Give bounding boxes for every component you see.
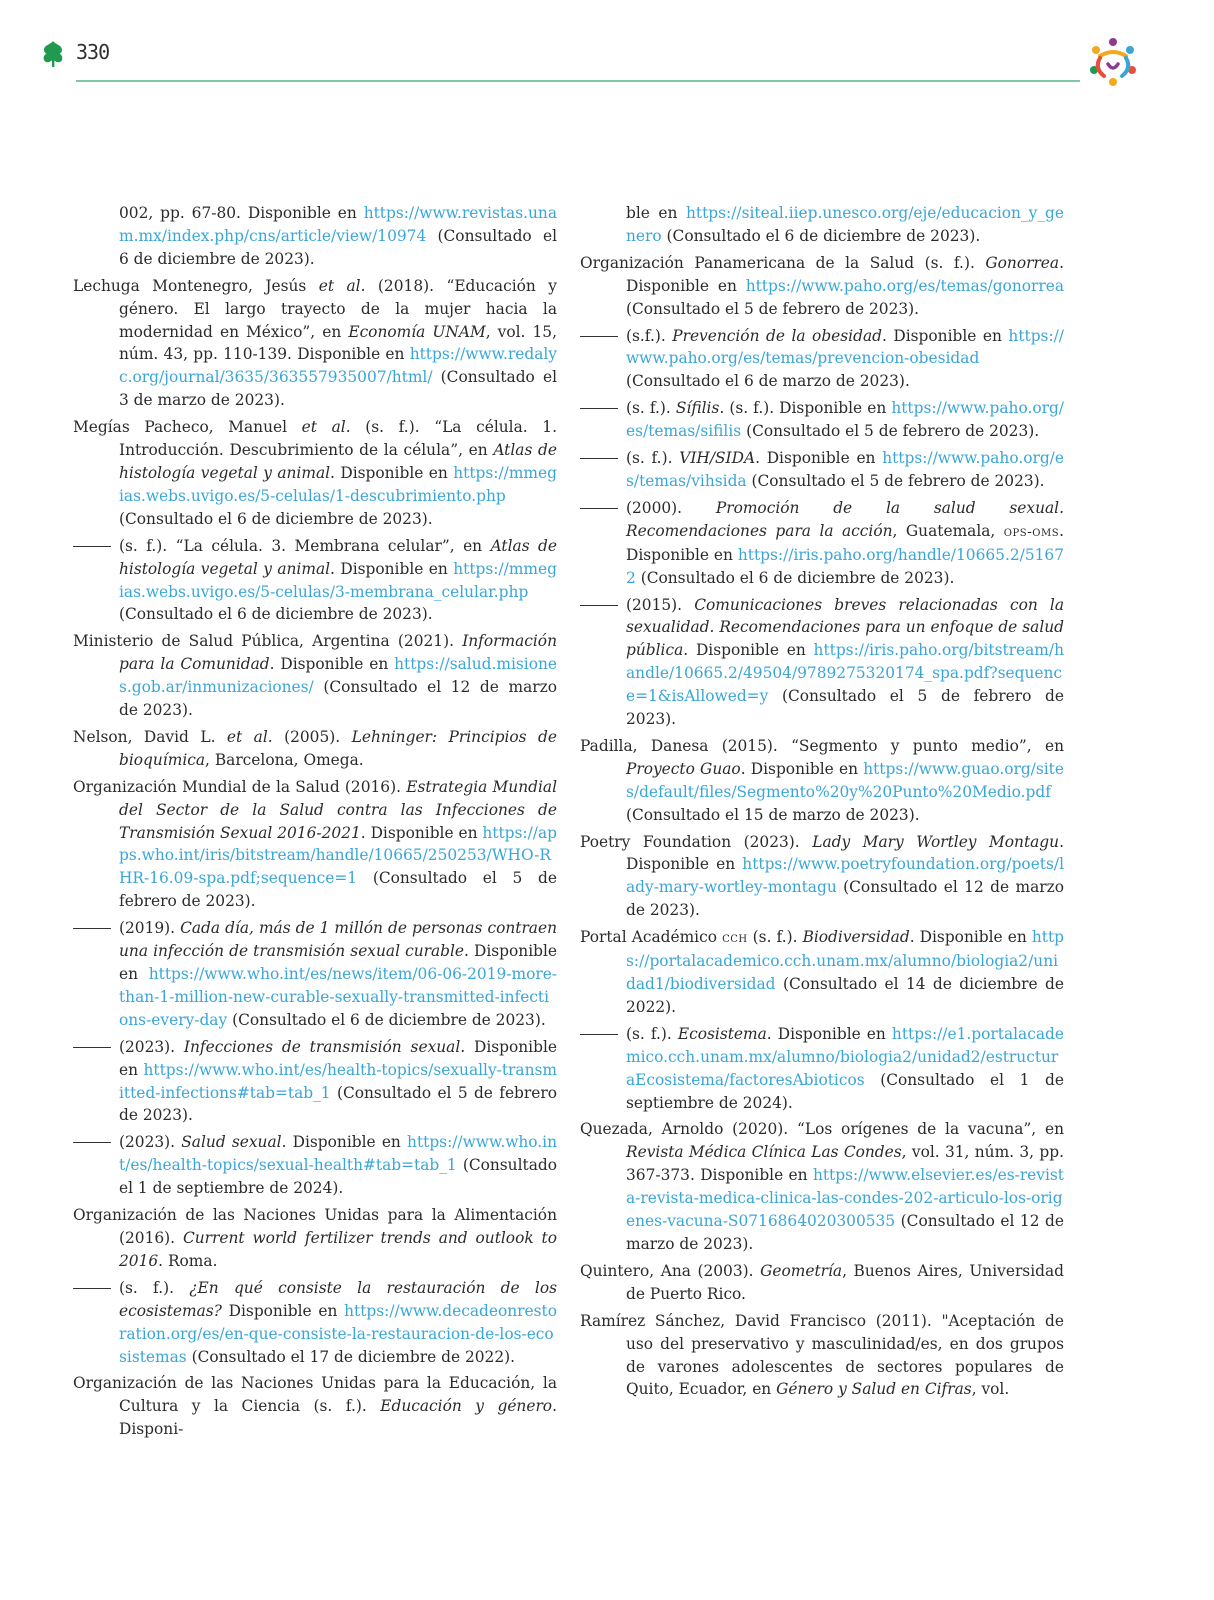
reference-entry <box>580 1310 1064 1402</box>
reference-text: . Disponible en <box>626 832 1064 874</box>
reference-text: (Consultado el 5 de febrero de 2023). <box>119 869 557 911</box>
reference-text: , Buenos Aires, Universidad de Puerto Rico. <box>626 1261 1065 1303</box>
reference-title: Atlas de histología vegetal y animal <box>119 441 557 482</box>
reference-title: Atlas de histología vegetal y animal <box>119 536 557 578</box>
repeated-author-dash <box>580 605 618 606</box>
reference-text: . Disponible en <box>330 463 454 482</box>
reference-entry <box>73 630 557 722</box>
reference-text: ble en <box>626 204 686 222</box>
reference-text: . Disponi- <box>119 1397 557 1439</box>
reference-text: (s. f.). <box>626 1024 678 1043</box>
reference-text: (Consultado el 6 de diciembre de 2023). <box>119 509 433 528</box>
header-rule <box>76 80 1080 82</box>
reference-link[interactable]: https://salud.misiones.gob.ar/inmunizaciones/ <box>119 655 557 697</box>
reference-text: Megías Pacheco, Manuel <box>73 418 302 437</box>
reference-text: Organización Mundial de la Salud (2016). <box>73 777 407 796</box>
reference-text: (2023). <box>119 1037 184 1056</box>
reference-title: Geometría <box>760 1261 843 1280</box>
reference-text: Organización Panamericana de la Salud (s. f.). <box>580 253 986 272</box>
reference-title: et al. <box>226 727 273 746</box>
reference-entry <box>580 1023 1064 1115</box>
reference-text: (Consultado el 6 de diciembre de 2023). <box>661 226 981 245</box>
reference-title: Biodiversidad <box>802 928 910 947</box>
reference-text: Quintero, Ana (2003). <box>580 1261 761 1280</box>
bibliography-column-right <box>580 202 1064 1405</box>
reference-title: Promoción de la salud sexual. Recomendaciones para la acción <box>626 498 1064 540</box>
reference-text: . Disponible en <box>766 1024 892 1043</box>
reference-text: (s. f.). “La célula. 3. Membrana celular”, en <box>119 536 491 555</box>
repeated-author-dash <box>73 1047 111 1048</box>
reference-text: 002, pp. 67-80. Disponible en <box>119 204 364 222</box>
reference-text: (2019). <box>119 919 181 938</box>
reference-text: (Consultado el 5 de febrero de 2023). <box>626 299 920 318</box>
reference-entry <box>73 1372 557 1441</box>
reference-text: . Disponible en <box>360 823 483 842</box>
reference-title: Ecosistema <box>677 1024 767 1043</box>
reference-title: VIH/SIDA <box>679 449 756 468</box>
reference-entry <box>580 594 1064 731</box>
reference-text: , Guatemala, <box>892 521 1004 540</box>
reference-entry <box>73 1036 557 1128</box>
reference-text: (Consultado el 14 de diciembre de 2022). <box>626 975 1064 1016</box>
reference-entry <box>580 831 1064 923</box>
reference-text: . Disponible en <box>626 521 1064 564</box>
reference-text: Portal Académico <box>580 928 723 947</box>
reference-text: . (s. f.). Disponible en <box>719 399 892 418</box>
repeated-author-dash <box>73 928 111 929</box>
reference-link[interactable]: https://portalacademico.cch.unam.mx/alumno/biologia2/unidad1/biodiversidad <box>626 928 1064 993</box>
reference-text: . Disponible en <box>881 326 1009 345</box>
repeated-author-dash <box>580 408 618 409</box>
reference-link[interactable]: https://siteal.iiep.unesco.org/eje/educacion_y_genero <box>626 204 1064 245</box>
reference-text: Nelson, David L. <box>73 727 227 746</box>
reference-text: (Consultado el 12 de marzo de 2023). <box>626 878 1064 920</box>
reference-text: (Consultado el 5 de febrero de 2023). <box>741 422 1040 441</box>
reference-text: Disponible en <box>221 1301 345 1320</box>
reference-entry <box>580 926 1064 1019</box>
reference-text: . Disponible en <box>281 1133 408 1152</box>
reference-entry <box>73 275 557 412</box>
reference-entry <box>580 1118 1064 1255</box>
reference-title: Sífilis <box>675 399 720 418</box>
reference-text: (2018). “Educación y género. El largo trayecto de la mujer hacia la modernidad en México”, en <box>119 276 557 341</box>
reference-title: Prevención de la obesidad <box>672 326 882 345</box>
reference-title: Revista Médica Clínica Las Condes <box>626 1143 902 1162</box>
reference-text: (s.f.). <box>626 326 673 345</box>
reference-text: (s. f.). <box>626 399 676 418</box>
reference-entry <box>580 447 1064 493</box>
reference-entry <box>73 416 557 531</box>
reference-text: (Consultado el 6 de diciembre de 2023). <box>119 226 557 268</box>
page-number: 330 <box>76 40 110 64</box>
reference-text: (Consultado el 6 de diciembre de 2023). <box>227 1010 546 1029</box>
reference-link[interactable]: https://www.revistas.unam.mx/index.php/cns/article/view/10974 <box>119 204 557 245</box>
reference-text: (Consultado el 15 de marzo de 2023). <box>626 805 920 824</box>
reference-text: (Consultado el 1 de septiembre de 2024). <box>119 1156 557 1198</box>
reference-text: (Consultado el 3 de marzo de 2023). <box>119 368 557 410</box>
reference-text: . Disponible en <box>119 1037 557 1079</box>
reference-link[interactable]: https://www.guao.org/sites/default/files/Segmento%20y%20Punto%20Medio.pdf <box>626 759 1064 801</box>
people-circle-logo-icon <box>1086 36 1140 88</box>
reference-entry <box>580 252 1064 321</box>
reference-title: Proyecto Guao <box>626 759 741 778</box>
reference-text: , vol. <box>971 1380 1010 1399</box>
reference-link[interactable]: https://www.paho.org/es/temas/sifilis <box>626 399 1064 441</box>
reference-link[interactable]: https://www.redalyc.org/journal/3635/363557935007/html/ <box>119 345 557 387</box>
reference-text: (s. f.). <box>119 1278 190 1297</box>
reference-link[interactable]: https://mmegias.webs.uvigo.es/5-celulas/1-descubrimiento.php <box>119 463 557 505</box>
reference-entry <box>580 735 1064 827</box>
reference-text: Ramírez Sánchez, David Francisco (2011). "Aceptación de uso del preservativo y masculinidad/es, en dos grupos de varones adolescentes de sectores populares de Quito, Ecuador, en <box>580 1311 1064 1399</box>
bibliography-column-left <box>73 202 557 1445</box>
reference-text: . Disponible en <box>330 559 454 578</box>
repeated-author-dash <box>580 508 618 509</box>
reference-text: (Consultado el 6 de marzo de 2023). <box>626 372 910 391</box>
reference-text: (s. f.). “La célula. 1. Introducción. Descubrimiento de la célula”, en <box>119 418 557 460</box>
reference-entry <box>73 1131 557 1200</box>
repeated-author-dash <box>580 336 618 337</box>
reference-text: . Disponible en <box>740 759 864 778</box>
reference-text: , vol. 15, núm. 43, pp. 110-139. Disponible en <box>119 322 557 364</box>
reference-text: (Consultado el 5 de febrero de 2023). <box>746 471 1045 490</box>
reference-text: (Consultado el 5 de febrero de 2023). <box>119 1083 557 1125</box>
reference-title: Estrategia Mundial del Sector de la Salud contra las Infecciones de Transmisión Sexual 2016-2021 <box>119 777 557 842</box>
reference-text: (2023). <box>119 1133 182 1152</box>
reference-entry <box>580 497 1064 590</box>
reference-link[interactable]: https://e1.portalacademico.cch.unam.mx/alumno/biologia2/unidad2/estructuraEcosistema/factoresAbioticos <box>626 1024 1064 1089</box>
reference-link[interactable]: https://www.paho.org/es/temas/vihsida <box>626 449 1064 490</box>
reference-text: (Consultado el 6 de diciembre de 2023). <box>119 605 433 624</box>
reference-entry <box>73 1277 557 1369</box>
reference-title: Educación y género <box>380 1397 553 1416</box>
reference-link[interactable]: https://www.who.int/es/news/item/06-06-2019-more-than-1-million-new-curable-sexually-transmitted-infections-every-day <box>119 965 557 1029</box>
leaf-emblem-icon <box>40 40 66 68</box>
reference-text: Ministerio de Salud Pública, Argentina (2021). <box>73 632 463 651</box>
repeated-author-dash <box>580 458 618 459</box>
repeated-author-dash <box>580 1034 618 1035</box>
reference-text: . Roma. <box>158 1251 218 1270</box>
reference-text: . Disponible en <box>909 928 1032 947</box>
reference-title: Género y Salud en Cifras <box>776 1380 972 1399</box>
reference-link[interactable]: https://www.poetryfoundation.org/poets/lady-mary-wortley-montagu <box>626 855 1064 897</box>
reference-entry <box>580 1260 1064 1306</box>
reference-entry <box>580 397 1064 443</box>
reference-link[interactable]: https://www.paho.org/es/temas/gonorrea <box>745 276 1064 295</box>
reference-text: (Consultado el 17 de diciembre de 2022). <box>186 1347 516 1366</box>
reference-text: cch <box>722 930 748 947</box>
reference-text: (Consultado el 5 de febrero de 2023). <box>626 687 1064 729</box>
reference-title: Infecciones de transmisión sexual <box>183 1037 461 1056</box>
reference-text: (Consultado el 1 de septiembre de 2024). <box>626 1070 1064 1112</box>
reference-text: (s. f.). <box>747 928 803 947</box>
reference-text: (2000). <box>626 498 716 517</box>
reference-text: Lechuga Montenegro, Jesús <box>73 276 319 295</box>
reference-entry <box>73 776 557 913</box>
reference-text: . Disponible en <box>626 253 1064 295</box>
reference-continuation <box>73 202 557 271</box>
reference-text: , vol. 31, núm. 3, pp. 367-373. Disponible en <box>626 1143 1064 1185</box>
reference-text: . Disponible en <box>755 449 883 468</box>
reference-text: Organización de las Naciones Unidas para la Alimentación (2016). <box>73 1206 557 1247</box>
reference-link[interactable]: https://www.paho.org/es/temas/prevencion-obesidad <box>626 326 1064 368</box>
reference-text: . Disponible en <box>269 655 395 674</box>
reference-title: et al. <box>301 418 351 437</box>
reference-entry <box>73 917 557 1032</box>
reference-entry <box>73 726 557 772</box>
reference-text: Quezada, Arnoldo (2020). “Los orígenes de la vacuna”, en <box>580 1120 1064 1139</box>
reference-title: Comunicaciones breves relacionadas con la sexualidad. Recomendaciones para un enfoque de salud pública <box>626 595 1064 660</box>
reference-link[interactable]: https://apps.who.int/iris/bitstream/handle/10665/250253/WHO-RHR-16.09-spa.pdf;sequence=1 <box>119 823 558 888</box>
reference-text: . Disponible en <box>119 942 557 983</box>
reference-entry <box>73 1204 557 1273</box>
reference-text: Organización de las Naciones Unidas para la Educación, la Cultura y la Ciencia (s. f.). <box>73 1374 557 1416</box>
reference-title: Salud sexual <box>181 1133 282 1152</box>
reference-title: Lady Mary Wortley Montagu <box>812 832 1060 851</box>
reference-link[interactable]: https://iris.paho.org/bitstream/handle/10665.2/49504/9789275320174_spa.pdf?sequence=1&isAllowed=y <box>626 641 1064 706</box>
reference-text: (s. f.). <box>626 449 680 468</box>
reference-entry <box>73 535 557 627</box>
repeated-author-dash <box>73 1142 111 1143</box>
reference-title: ¿En qué consiste la restauración de los ecosistemas? <box>119 1278 557 1320</box>
reference-entry <box>580 325 1064 394</box>
reference-link[interactable]: https://mmegias.webs.uvigo.es/5-celulas/3-membrana_celular.php <box>119 559 557 601</box>
reference-link[interactable]: https://iris.paho.org/handle/10665.2/51672 <box>626 545 1064 587</box>
reference-text: (Consultado el 12 de marzo de 2023). <box>626 1212 1064 1253</box>
reference-link[interactable]: https://www.decadeonrestoration.org/es/en-que-consiste-la-restauracion-de-los-ecosistemas <box>119 1301 557 1366</box>
reference-title: Lehninger: Principios de bioquímica <box>119 727 557 769</box>
reference-text: Padilla, Danesa (2015). “Segmento y punto medio”, en <box>580 736 1064 755</box>
reference-text: (Consultado el 12 de marzo de 2023). <box>119 678 557 720</box>
reference-title: Current world fertilizer trends and outlook to 2016 <box>119 1228 557 1270</box>
repeated-author-dash <box>73 546 111 547</box>
reference-text: Poetry Foundation (2023). <box>580 832 813 851</box>
reference-text: (Consultado el 6 de diciembre de 2023). <box>635 568 955 587</box>
reference-link[interactable]: https://www.who.int/es/health-topics/sexually-transmitted-infections#tab=tab_1 <box>119 1060 557 1102</box>
reference-text: (2015). <box>626 595 695 614</box>
reference-title: Economía UNAM <box>348 322 486 341</box>
reference-link[interactable]: https://www.who.int/es/health-topics/sexual-health#tab=tab_1 <box>119 1133 558 1175</box>
reference-title: et al. <box>318 276 366 295</box>
reference-title: Cada día, más de 1 millón de personas contraen una infección de transmisión sexual curable <box>119 919 557 961</box>
reference-continuation <box>580 202 1064 248</box>
repeated-author-dash <box>73 1288 111 1289</box>
reference-link[interactable]: https://www.elsevier.es/es-revista-revista-medica-clinica-las-condes-202-articulo-los-origenes-vacuna-S0716864020300535 <box>626 1166 1064 1231</box>
reference-text: , Barcelona, Omega. <box>205 750 364 769</box>
reference-title: Información para la Comunidad <box>119 632 557 674</box>
reference-text: . Disponible en <box>683 641 814 660</box>
page-header <box>0 0 1214 100</box>
reference-text: (2005). <box>272 727 352 746</box>
reference-title: Gonorrea <box>985 253 1060 272</box>
reference-text: ops-oms <box>1003 523 1060 540</box>
